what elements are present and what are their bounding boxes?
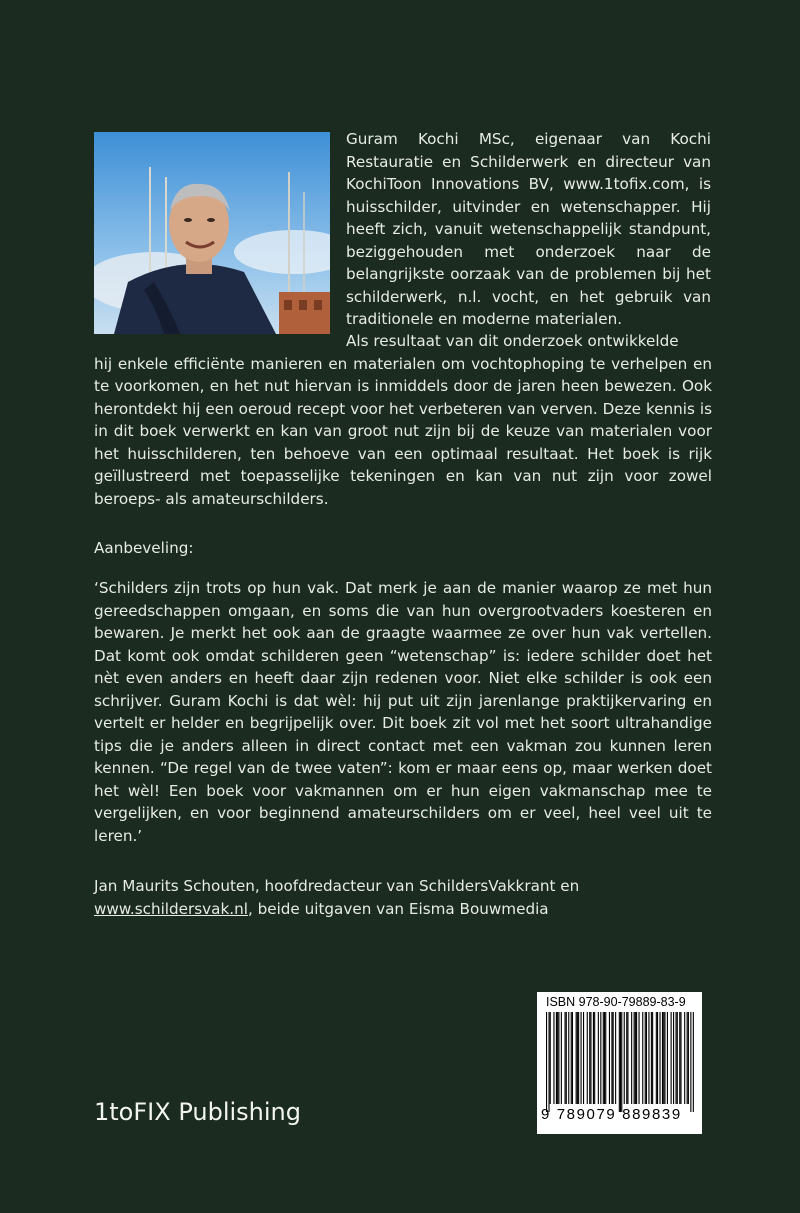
barcode-bar xyxy=(550,1012,551,1104)
barcode-bar xyxy=(600,1012,601,1104)
barcode-bar xyxy=(677,1012,678,1104)
barcode-bar xyxy=(645,1012,646,1104)
recommendation-quote: ‘Schilders zijn trots op hun vak. Dat merk je aan de manier waarop ze met hun gereedschappen omgaan, en soms die van hun overgrootvaders koesteren en bewaren. Je merkt het ook aan de graagte waarmee ze over hun vak vertellen. Dat komt ook omdat schilderen geen “wetenschap” is: iedere schilder doet het nèt even anders en heeft daar zijn redenen voor. Niet elke schilder is ook een schrijver. Guram Kochi is dat wèl: hij put uit zijn jarenlange praktijkervaring en vertelt er helder en begrijpelijk over. Dit boek zit vol met het soort ultrahandige tips die je anders alleen in direct contact met een vakman zou kunnen leren kennen. “De regel van de twee vaten”: kom er maar eens op, maar werken doet het wèl! Een boek voor vakmannen om er hun eigen vakmanschap mee te vergelijken, en voor beginnend amateurschilders om er veel, heel veel uit te leren.’ xyxy=(94,579,712,845)
barcode-bar xyxy=(593,1012,594,1104)
author-bio-continued xyxy=(94,330,712,510)
barcode-digits: 9 789079 889839 xyxy=(541,1106,682,1123)
barcode-bar xyxy=(561,1012,562,1104)
barcode-bar xyxy=(583,1012,584,1104)
barcode-bar xyxy=(667,1012,668,1104)
barcode-bar xyxy=(627,1012,628,1104)
barcode-bar xyxy=(690,1012,691,1112)
barcode-bar xyxy=(594,1012,595,1104)
barcode-bar xyxy=(578,1012,579,1104)
barcode-bar xyxy=(589,1012,590,1104)
barcode-bar xyxy=(548,1012,549,1112)
barcode-bar xyxy=(636,1012,637,1104)
recommendation-label: Aanbeveling: xyxy=(94,539,194,557)
barcode-bar xyxy=(680,1012,681,1104)
barcode-bar xyxy=(577,1012,578,1104)
barcode-bar xyxy=(679,1012,680,1104)
recommendation-signature xyxy=(94,875,712,920)
barcode-bar xyxy=(634,1012,635,1104)
barcode-bar xyxy=(553,1012,554,1104)
barcode-bar xyxy=(572,1012,573,1104)
barcode-bar xyxy=(615,1012,616,1104)
barcode-bar xyxy=(663,1012,664,1104)
barcode-bar xyxy=(656,1012,657,1104)
barcode-bar xyxy=(659,1012,660,1104)
barcode-bar xyxy=(631,1012,632,1104)
publisher-name: 1toFIX Publishing xyxy=(94,1098,301,1126)
barcode-bar xyxy=(611,1012,612,1104)
barcode-bar xyxy=(556,1012,557,1104)
barcode-bar xyxy=(571,1012,572,1104)
bio-continuation-text: hij enkele efficiënte manieren en materialen om vochtophoping te verhelpen en te voorkomen, en het nut hiervan is inmiddels door de jaren heen bewezen. Ook herontdekt hij een oeroud recept voor het verbeteren van verven. Deze kennis is in dit boek verwerkt en kan van groot nut zijn bij de keuze van materialen voor het huisschilderen, ten behoeve van een optimaal resultaat. Het boek is rijk geïllustreerd met toepasselijke tekeningen en kan van nut zijn voor zowel beroeps- als amateurschilders. xyxy=(94,354,712,508)
barcode-bar xyxy=(568,1012,569,1104)
barcode-bar xyxy=(605,1012,606,1104)
barcode-bar xyxy=(546,1012,547,1112)
author-portrait-image xyxy=(94,132,330,334)
barcode-bar xyxy=(646,1012,647,1104)
author-bio: Guram Kochi MSc, eigenaar van Kochi Restauratie en Schilderwerk en directeur van KochiToon Innovations BV, www.1tofix.com, is huisschilder, uitvinder en wetenschapper. Hij heeft zich, vanuit wetenschappelijk standpunt, beziggehouden met onderzoek naar de belangrijkste oorzaak van de problemen bij het schilderwerk, n.l. vocht, en het gebruik van traditionele en moderne materialen. xyxy=(346,130,711,328)
barcode-bar xyxy=(673,1012,674,1104)
author-photo xyxy=(94,132,330,334)
barcode-bar xyxy=(657,1012,658,1104)
barcode-bar xyxy=(662,1012,663,1104)
barcode-bar xyxy=(620,1012,621,1112)
barcode-bar xyxy=(558,1012,559,1104)
barcode-bar xyxy=(688,1012,689,1104)
barcode-bar xyxy=(676,1012,677,1104)
barcode-bar xyxy=(604,1012,605,1104)
barcode-bar xyxy=(590,1012,591,1104)
barcode-bar xyxy=(651,1012,652,1104)
bio-continuation-first-line: Als resultaat van dit onderzoek ontwikkelde xyxy=(346,332,679,350)
barcode-bar xyxy=(557,1012,558,1104)
barcode-bar xyxy=(576,1012,577,1104)
signature-line-1: Jan Maurits Schouten, hoofdredacteur van SchildersVakkrant en xyxy=(94,877,580,895)
barcode-bar xyxy=(635,1012,636,1104)
barcode-bar xyxy=(603,1012,604,1104)
barcode-bar xyxy=(609,1012,610,1104)
barcode-bar xyxy=(619,1012,620,1112)
barcode-bar xyxy=(687,1012,688,1104)
isbn-label: ISBN 978-90-79889-83-9 xyxy=(546,995,686,1009)
barcode-bar xyxy=(566,1012,567,1104)
barcode-bar xyxy=(621,1012,622,1112)
barcode-bar xyxy=(624,1012,625,1104)
barcode-bar xyxy=(639,1012,640,1104)
isbn-barcode xyxy=(537,992,702,1134)
barcode-bar xyxy=(565,1012,566,1104)
barcode-bar xyxy=(652,1012,653,1104)
barcode-bar xyxy=(598,1012,599,1104)
barcode-bar xyxy=(587,1012,588,1104)
barcode-bar xyxy=(581,1012,582,1104)
barcode-bar xyxy=(613,1012,614,1104)
barcode-bar xyxy=(642,1012,643,1104)
barcode-bar xyxy=(664,1012,665,1104)
signature-line-2: , beide uitgaven van Eisma Bouwmedia xyxy=(247,899,549,918)
barcode-bar xyxy=(626,1012,627,1104)
barcode-bar xyxy=(693,1012,694,1112)
schildersvak-link[interactable]: www.schildersvak.nl xyxy=(94,899,248,918)
barcode-bar xyxy=(648,1012,649,1104)
barcode-bars xyxy=(546,1012,694,1112)
barcode-bar xyxy=(684,1012,685,1104)
barcode-bar xyxy=(671,1012,672,1104)
